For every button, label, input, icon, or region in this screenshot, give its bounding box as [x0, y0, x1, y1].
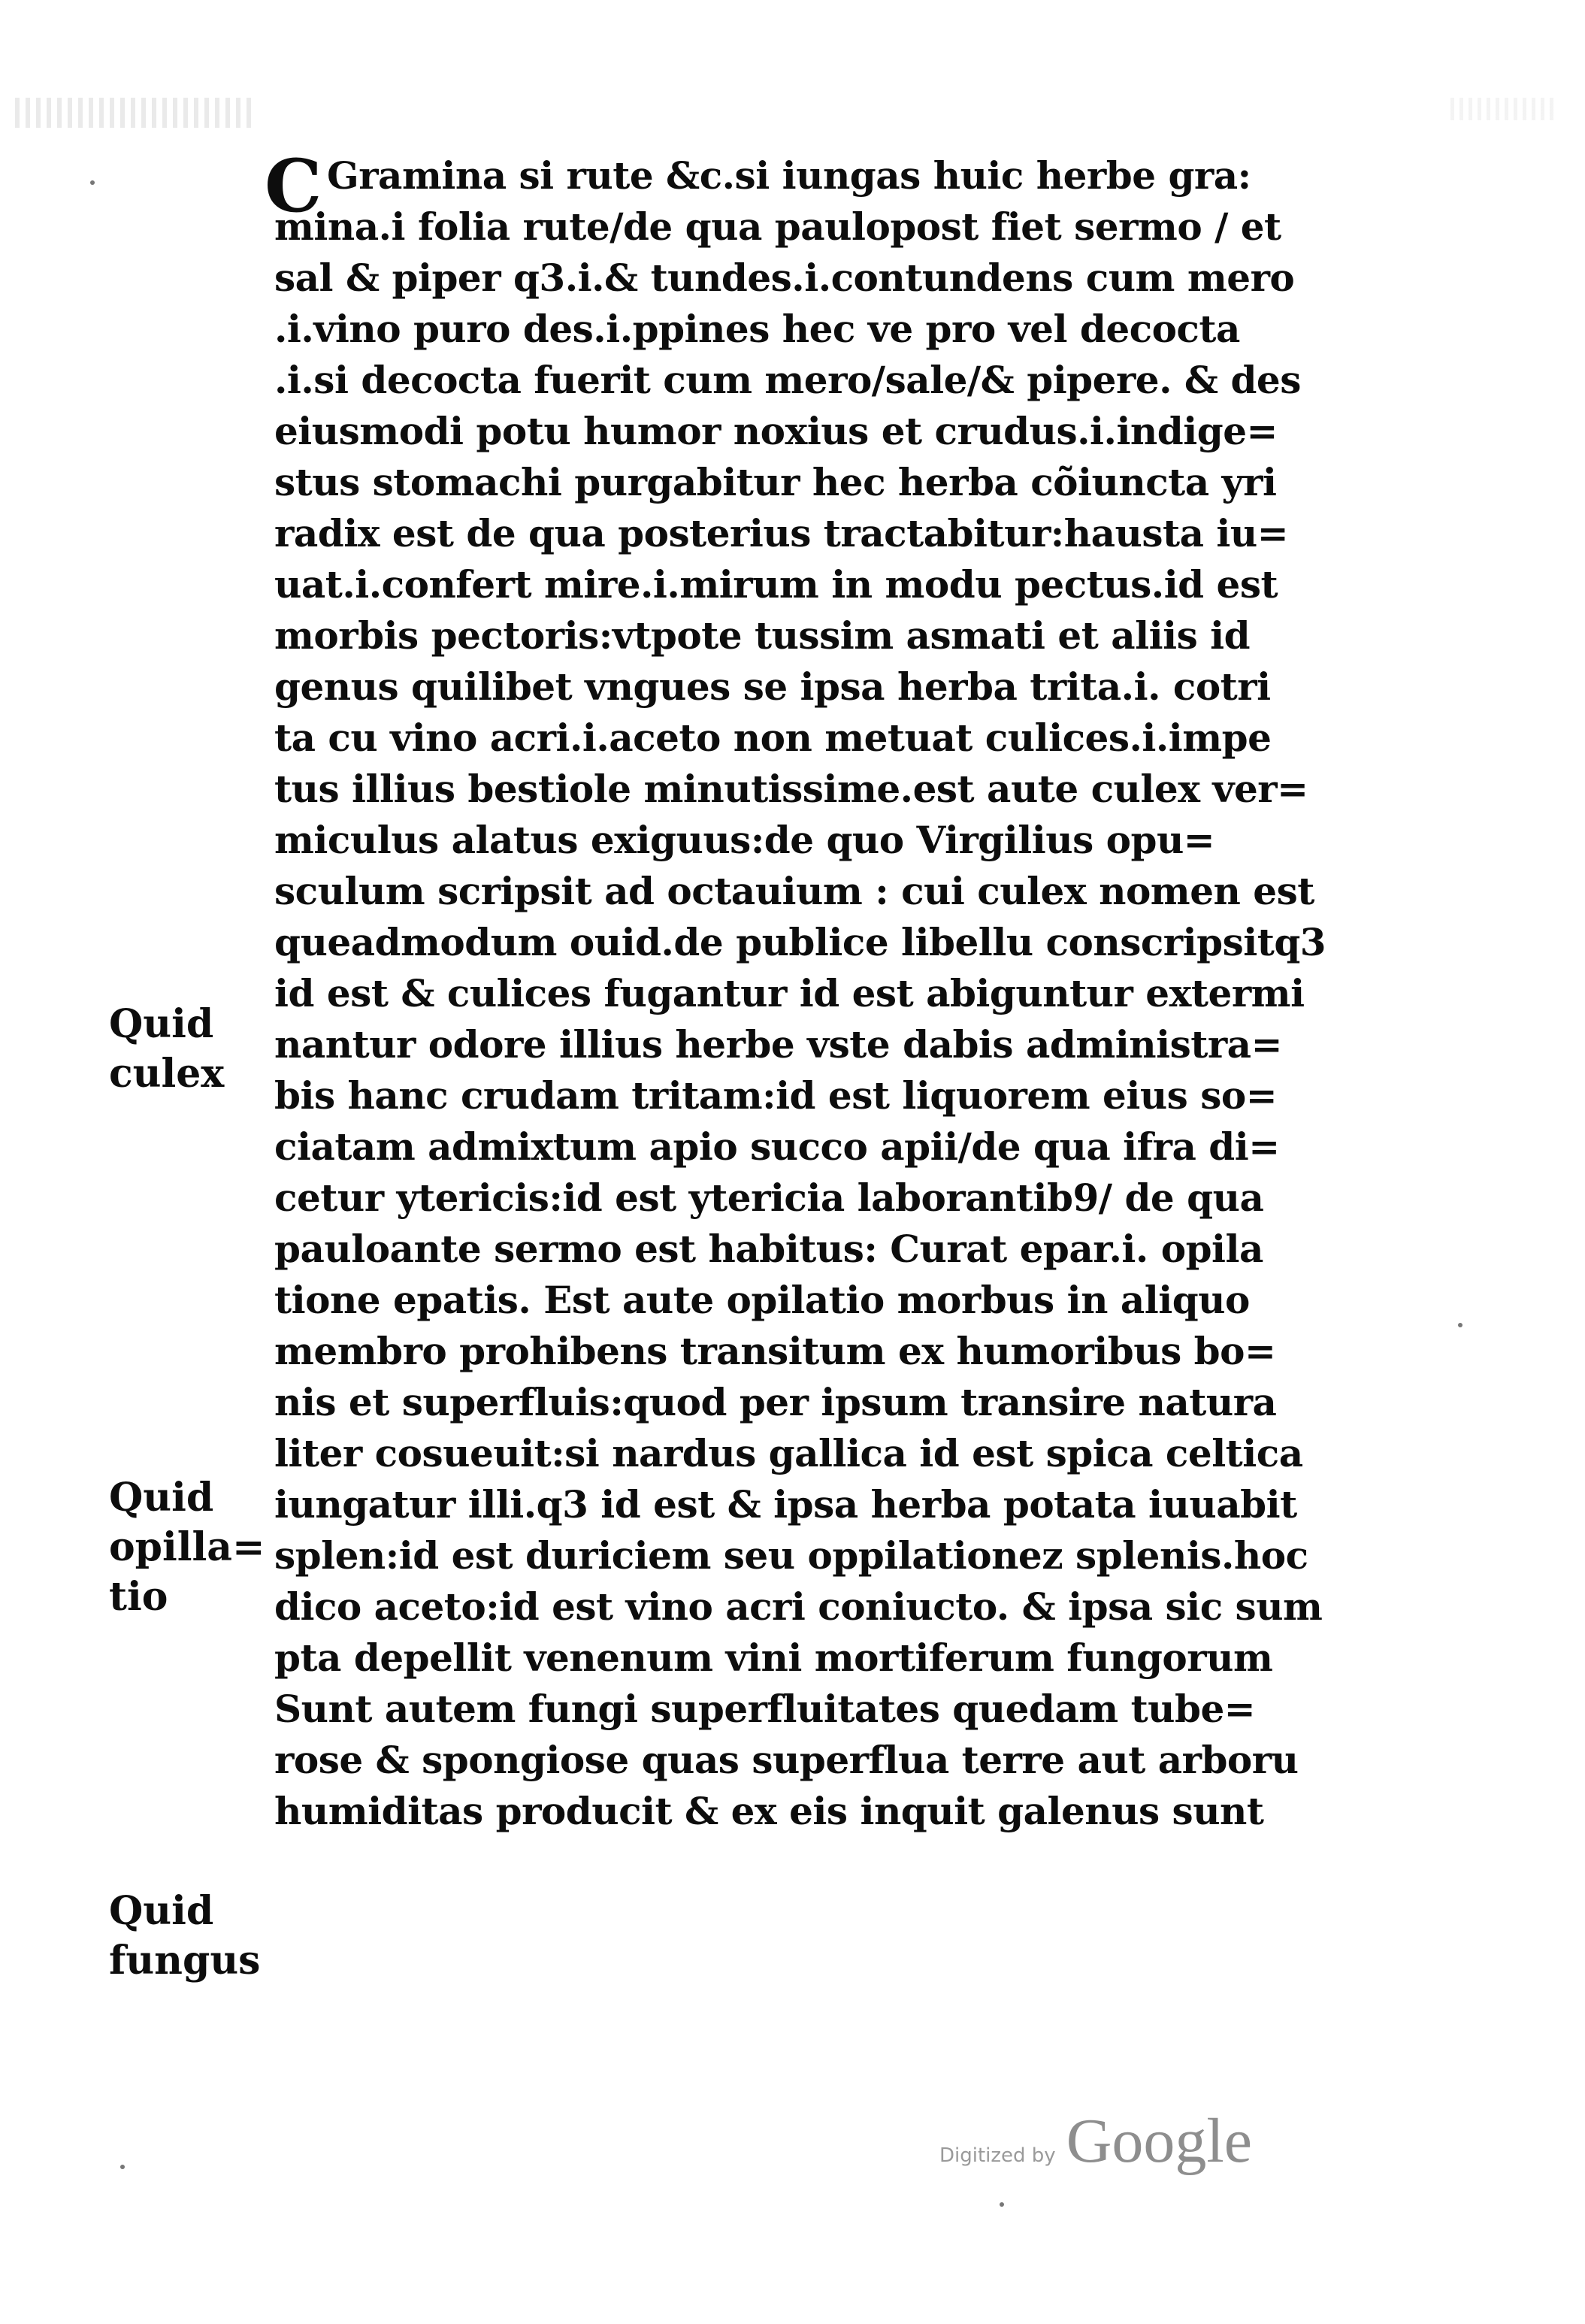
text-line: pauloante sermo est habitus: Curat epar.i. opila — [274, 1227, 1263, 1271]
text-line: membro prohibens transitum ex humoribus bo= — [274, 1329, 1276, 1373]
text-line: stus stomachi purgabitur hec herba cõiuncta yri — [274, 460, 1277, 504]
text-line: cetur ytericis:id est ytericia laborantib9/ de qua — [274, 1176, 1264, 1220]
text-line: humiditas producit & ex eis inquit galenus sunt — [274, 1789, 1264, 1833]
text-line: bis hanc crudam tritam:id est liquorem eius so= — [274, 1073, 1278, 1118]
text-line: miculus alatus exiguus:de quo Virgilius opu= — [274, 818, 1215, 862]
text-line: ta cu vino acri.i.aceto non metuat culices.i.impe — [274, 716, 1272, 760]
text-line: genus quilibet vngues se ipsa herba trita.i. cotri — [274, 664, 1271, 709]
text-line: splen:id est duriciem seu oppilationez splenis.hoc — [274, 1533, 1308, 1578]
text-line: .i.vino puro des.i.ppines hec ve pro vel decocta — [274, 307, 1240, 351]
initial-capital: C — [265, 144, 322, 228]
text-line: iungatur illi.q3 id est & ipsa herba potata iuuabit — [274, 1482, 1297, 1527]
margin-note-line: culex — [109, 1051, 225, 1097]
text-line: tione epatis. Est aute opilatio morbus in aliquo — [274, 1278, 1250, 1322]
margin-note-opilatio — [109, 1473, 319, 1622]
scan-artifact-left — [15, 98, 256, 128]
text-line: eiusmodi potu humor noxius et crudus.i.indige= — [274, 409, 1278, 453]
text-line: dico aceto:id est vino acri coniucto. & ipsa sic sum — [274, 1584, 1323, 1629]
margin-note-culex — [109, 1000, 319, 1099]
text-line: queadmodum ouid.de publice libellu conscripsitq3 — [274, 920, 1326, 964]
scan-artifact-right — [1450, 98, 1556, 120]
text-line: ciatam admixtum apio succo apii/de qua ifra di= — [274, 1124, 1280, 1169]
margin-note-line: Quid — [109, 1888, 214, 1934]
scan-speck — [1458, 1323, 1462, 1327]
text-line: nis et superfluis:quod per ipsum transire natura — [274, 1380, 1277, 1424]
google-logo: Google — [1066, 2106, 1252, 2176]
text-line: pta depellit venenum vini mortiferum fungorum — [274, 1636, 1273, 1680]
watermark-prefix: Digitized by — [939, 2144, 1056, 2167]
scan-speck — [1000, 2202, 1004, 2207]
text-line: mina.i folia rute/de qua paulopost fiet sermo / et — [274, 204, 1281, 249]
margin-note-line: Quid — [109, 1475, 214, 1521]
margin-note-line: tio — [109, 1574, 168, 1620]
text-line: Sunt autem fungi superfluitates quedam tube= — [274, 1687, 1256, 1731]
margin-note-line: Quid — [109, 1001, 214, 1047]
text-line: rose & spongiose quas superflua terre aut arboru — [274, 1738, 1299, 1782]
scan-speck — [90, 180, 95, 185]
margin-note-fungus — [109, 1887, 319, 1986]
digitization-watermark — [939, 2105, 1252, 2177]
text-line: sal & piper q3.i.& tundes.i.contundens cum mero — [274, 256, 1295, 300]
margin-note-line: fungus — [109, 1938, 261, 1984]
body-text — [274, 150, 1507, 1837]
text-line: .i.si decocta fuerit cum mero/sale/& pipere. & des — [274, 358, 1301, 402]
text-line: sculum scripsit ad octauium : cui culex nomen est — [274, 869, 1314, 913]
text-line: radix est de qua posterius tractabitur:hausta iu= — [274, 511, 1289, 555]
text-line: Gramina si rute &c.si iungas huic herbe gra: — [327, 153, 1251, 198]
text-line: id est & culices fugantur id est abiguntur extermi — [274, 971, 1305, 1015]
text-line: nantur odore illius herbe vste dabis administra= — [274, 1022, 1282, 1067]
text-line: liter cosueuit:si nardus gallica id est spica celtica — [274, 1431, 1303, 1475]
scan-speck — [120, 2165, 125, 2169]
text-line: morbis pectoris:vtpote tussim asmati et aliis id — [274, 613, 1251, 658]
margin-note-line: opilla= — [109, 1524, 265, 1570]
text-line: uat.i.confert mire.i.mirum in modu pectus.id est — [274, 562, 1278, 607]
text-line: tus illius bestiole minutissime.est aute culex ver= — [274, 767, 1308, 811]
